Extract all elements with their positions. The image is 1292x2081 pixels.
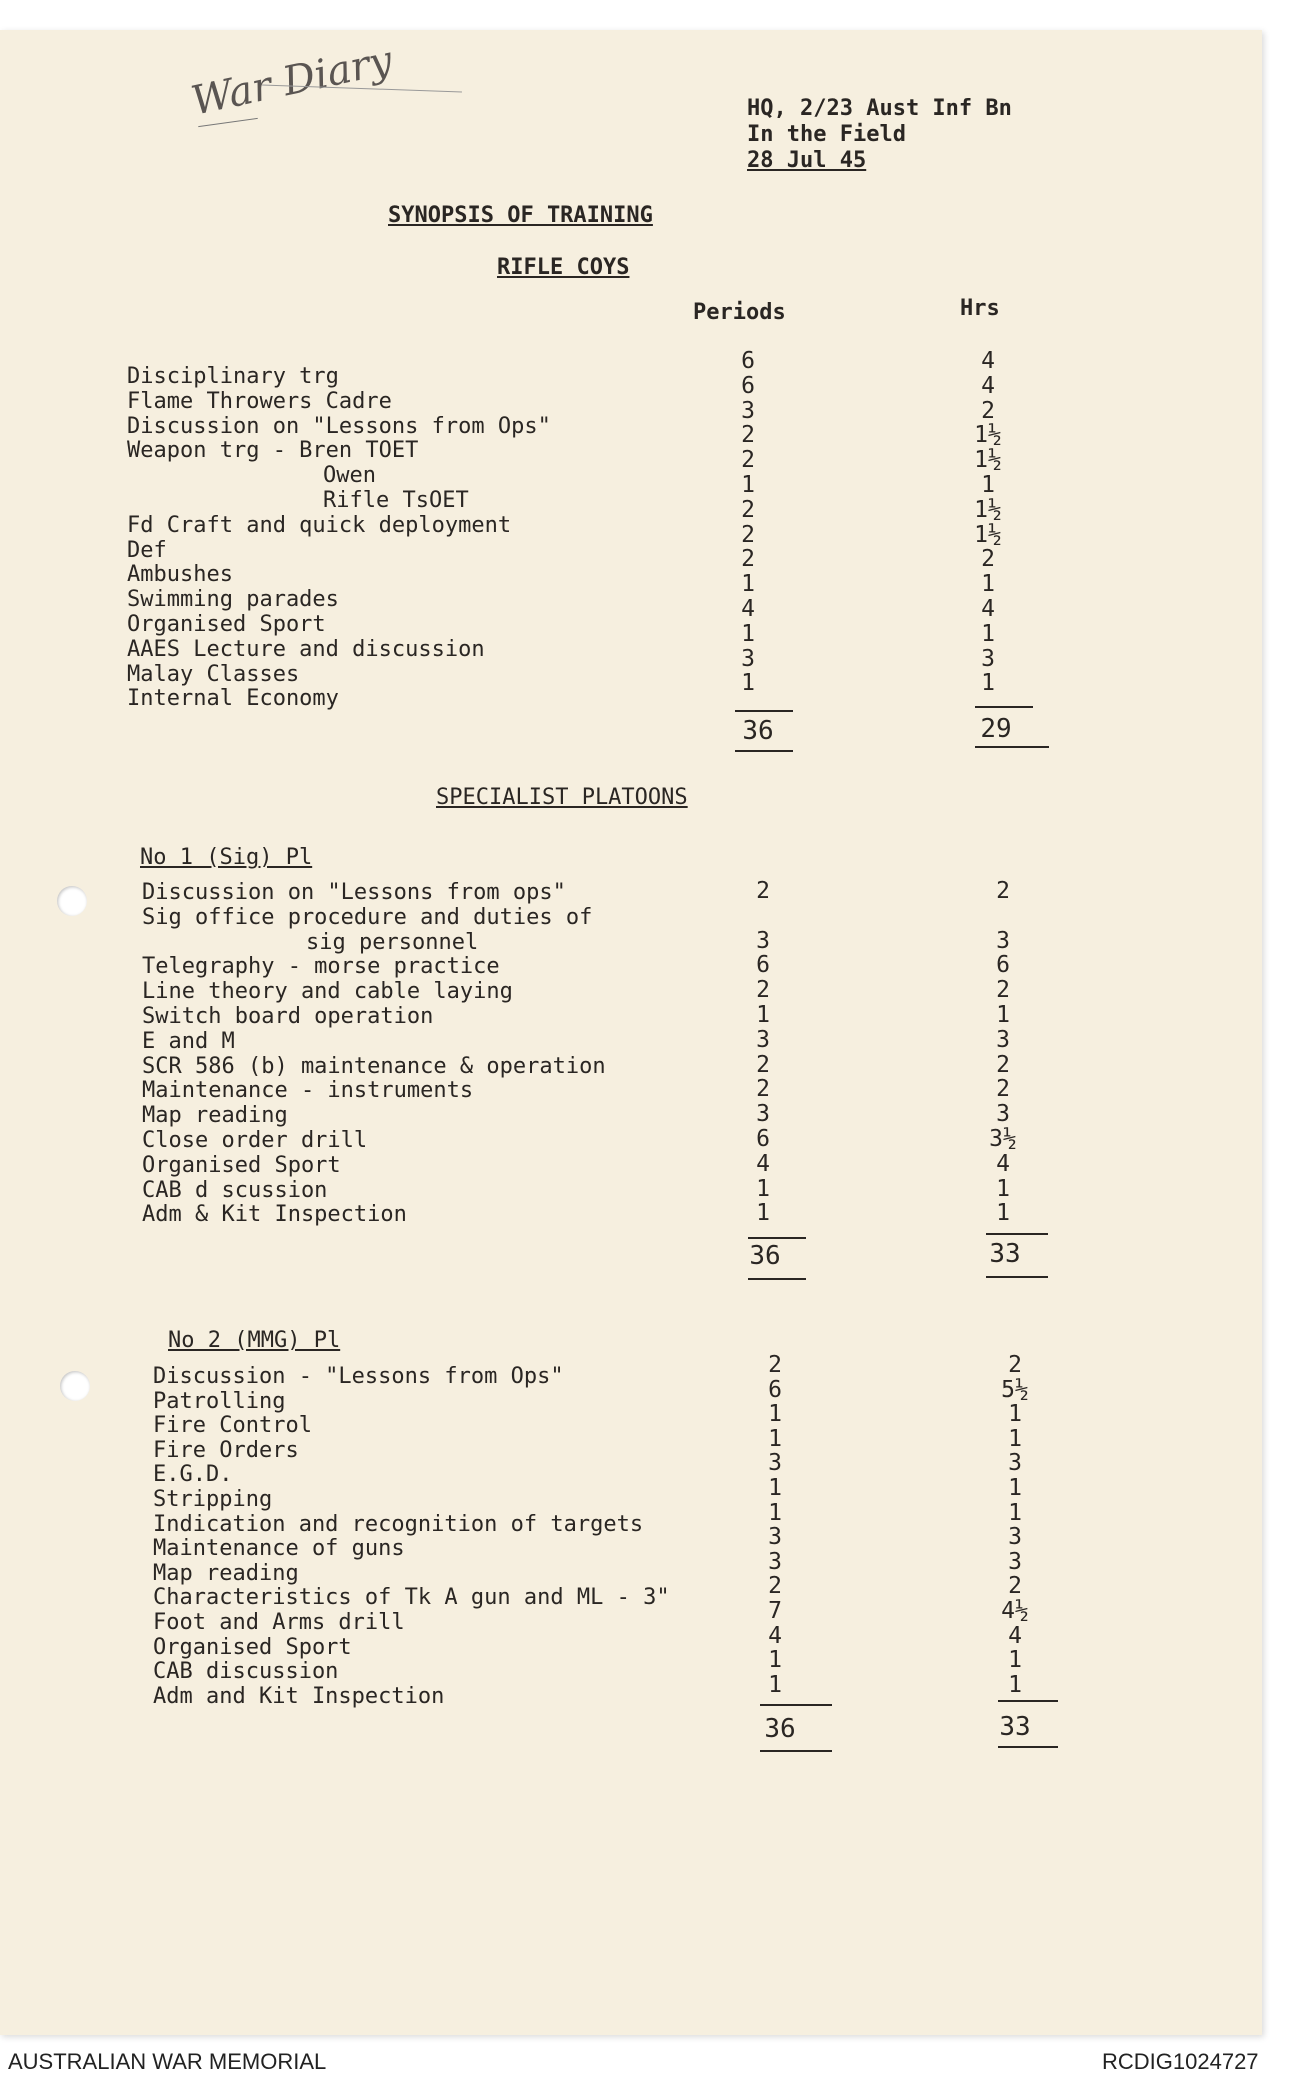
mmg-row-hrs: 1 [1008,1499,1022,1526]
sig-row-label: Discussion on "Lessons from ops" [142,880,566,905]
rifle-row-hrs: 2 [981,397,995,424]
sig-row-periods: 6 [756,952,770,979]
rifle-row-periods: 6 [741,372,755,399]
mmg-row-label: Stripping [153,1487,273,1512]
page-title: SYNOPSIS OF TRAINING [388,203,653,228]
mmg-row-label: CAB discussion [153,1659,339,1685]
mmg-hrs-rule [998,1700,1058,1702]
sig-periods-double-rule [748,1278,806,1280]
rifle-row-label: Swimming parades [127,587,339,613]
rifle-total-hrs: 29 [980,714,1012,744]
sig-row-label: SCR 586 (b) maintenance & operation [142,1053,606,1079]
mmg-row-label: Foot and Arms drill [153,1610,405,1635]
mmg-total-hrs: 33 [999,1712,1031,1742]
mmg-row-periods: 1 [768,1425,782,1452]
mmg-row-label: Fire Orders [153,1437,299,1463]
footer-archive-name: AUSTRALIAN WAR MEMORIAL [8,2049,327,2074]
rifle-periods-double-rule [735,750,793,752]
mmg-row-label: Indication and recognition of targets [153,1511,644,1537]
sig-row-label: Organised Sport [142,1152,341,1178]
mmg-row-hrs: 1 [1008,1671,1022,1698]
mmg-row-label: Fire Control [153,1413,312,1439]
mmg-row-label: Maintenance of guns [153,1536,405,1562]
mmg-row-hrs: 3 [1008,1524,1022,1551]
rifle-row-label: Def [127,537,167,563]
rifle-row-hrs: 1 [981,670,995,697]
mmg-row-hrs: 1 [1008,1647,1022,1674]
mmg-row-hrs: 1 [1008,1425,1022,1452]
mmg-row-label: Characteristics of Tk A gun and ML - 3" [153,1585,670,1611]
sig-row-periods: 2 [756,1051,770,1078]
rifle-row-hrs: 1½ [974,521,1002,548]
mmg-pl-heading: No 2 (MMG) Pl [168,1328,341,1353]
mmg-row-periods: 1 [768,1475,782,1501]
mmg-row-periods: 7 [768,1598,782,1624]
sig-row-periods: 3 [756,1101,770,1128]
sig-row-periods: 3 [756,1026,770,1053]
mmg-row-hrs: 1 [1008,1401,1022,1428]
mmg-total-periods: 36 [764,1714,796,1744]
mmg-row-hrs: 3 [1008,1548,1022,1575]
rifle-row-hrs: 1 [981,571,995,598]
sig-row-periods: 2 [756,977,770,1004]
sig-row-periods: 1 [756,1002,770,1028]
sig-row-label: Map reading [142,1103,288,1129]
mmg-row-label: E.G.D. [153,1462,233,1488]
rifle-hrs-rule [975,706,1033,708]
sig-hrs-rule [986,1233,1048,1235]
sig-row-label: E and M [142,1028,235,1054]
mmg-row-label: Map reading [153,1560,299,1586]
mmg-row-periods: 1 [768,1647,782,1674]
sig-row-label: Line theory and cable laying [142,979,513,1005]
sig-row-hrs: 3½ [989,1126,1017,1152]
sig-row-label: Close order drill [142,1128,368,1153]
rifle-row-label: Fd Craft and quick deployment [127,512,512,538]
mmg-periods-rule [760,1704,832,1706]
mmg-row-periods: 3 [768,1450,782,1477]
header-date: 28 Jul 45 [747,148,867,173]
sig-row-label: CAB d scussion [142,1177,328,1203]
sig-row-label: sig personnel [306,929,479,955]
rifle-row-periods: 3 [741,397,755,424]
mmg-row-periods: 4 [768,1622,782,1649]
rifle-row-periods: 1 [741,670,755,697]
sig-row-hrs: 4 [996,1150,1010,1177]
rifle-row-periods: 2 [741,546,755,573]
sig-periods-rule [748,1237,806,1239]
rifle-row-periods: 1 [741,571,755,598]
mmg-row-label: Patrolling [153,1388,286,1414]
punch-hole-top [57,886,87,916]
sig-row-label: Switch board operation [142,1004,434,1029]
sig-row-hrs: 3 [996,1026,1010,1053]
mmg-row-hrs: 5½ [1001,1376,1029,1403]
rifle-row-label: Flame Throwers Cadre [127,388,392,414]
sig-pl-heading: No 1 (Sig) Pl [140,845,313,870]
sig-row-hrs: 1 [996,1175,1010,1202]
handwritten-signature: War Diary [187,37,397,125]
rifle-row-hrs: 1 [981,620,995,647]
mmg-row-periods: 1 [768,1671,782,1698]
footer-record-id: RCDIG1024727 [1102,2049,1259,2074]
rifle-row-periods: 2 [741,447,755,474]
sig-total-periods: 36 [749,1241,781,1271]
specialist-platoons-heading: SPECIALIST PLATOONS [436,785,688,810]
rifle-row-label: AAES Lecture and discussion [127,636,485,662]
rifle-row-label: Rifle TsOET [323,488,469,513]
mmg-row-label: Organised Sport [153,1634,352,1660]
rifle-row-label: Owen [323,463,376,489]
rifle-row-hrs: 3 [981,645,995,672]
mmg-row-hrs: 3 [1008,1450,1022,1477]
mmg-row-hrs: 4½ [1001,1598,1029,1624]
rifle-row-periods: 1 [741,472,755,498]
sig-row-label: Adm & Kit Inspection [142,1202,407,1228]
rifle-row-hrs: 4 [981,348,995,374]
sig-total-hrs: 33 [989,1239,1021,1269]
header-unit: HQ, 2/23 Aust Inf Bn [747,96,1012,121]
rifle-row-periods: 1 [741,620,755,647]
rifle-row-hrs: 1½ [974,422,1002,449]
mmg-row-periods: 3 [768,1524,782,1551]
punch-hole-bottom [60,1371,90,1401]
rifle-row-label: Disciplinary trg [127,364,339,389]
rifle-row-label: Ambushes [127,562,233,588]
mmg-row-periods: 6 [768,1376,782,1403]
rifle-total-periods: 36 [742,716,774,746]
header-location: In the Field [747,122,906,147]
mmg-row-label: Discussion - "Lessons from Ops" [153,1364,564,1389]
rifle-row-hrs: 1 [981,472,995,498]
sig-row-periods: 1 [756,1175,770,1202]
rifle-row-label: Discussion on "Lessons from Ops" [127,413,551,439]
rifle-row-hrs: 4 [981,596,995,622]
mmg-row-hrs: 4 [1008,1622,1022,1649]
rifle-row-periods: 2 [741,422,755,449]
sig-row-periods: 1 [756,1200,770,1227]
sig-row-periods: 2 [756,1076,770,1103]
rifle-row-hrs: 2 [981,546,995,573]
rifle-row-periods: 6 [741,348,755,374]
rifle-row-periods: 3 [741,645,755,672]
sig-row-label: Sig office procedure and duties of [142,904,593,930]
rifle-row-periods: 4 [741,596,755,622]
mmg-periods-double-rule [760,1750,832,1752]
mmg-row-periods: 2 [768,1352,782,1378]
mmg-row-periods: 1 [768,1499,782,1526]
mmg-row-periods: 1 [768,1401,782,1428]
rifle-row-hrs: 1½ [974,496,1002,523]
sig-row-hrs: 6 [996,952,1010,979]
sig-row-hrs: 2 [996,878,1010,904]
sig-hrs-double-rule [986,1276,1048,1278]
rifle-row-periods: 2 [741,496,755,523]
sig-row-hrs: 3 [996,1101,1010,1128]
rifle-row-periods: 2 [741,521,755,548]
rifle-row-label: Organised Sport [127,612,326,637]
mmg-row-hrs: 2 [1008,1573,1022,1600]
col-periods-heading: Periods [693,300,786,325]
sig-row-hrs: 3 [996,927,1010,954]
sig-row-label: Maintenance - instruments [142,1078,474,1104]
rifle-hrs-double-rule [975,746,1049,748]
mmg-row-periods: 3 [768,1548,782,1575]
rifle-row-hrs: 1½ [974,447,1002,474]
col-hrs-heading: Hrs [960,296,1000,321]
sig-row-periods: 4 [756,1150,770,1177]
sig-row-periods: 2 [756,878,770,904]
sig-row-periods: 6 [756,1126,770,1152]
rifle-coys-heading: RIFLE COYS [497,255,630,280]
sig-row-hrs: 2 [996,1076,1010,1103]
sig-row-label: Telegraphy - morse practice [142,954,500,980]
rifle-periods-rule [735,710,793,712]
rifle-row-label: Malay Classes [127,661,300,687]
sig-row-hrs: 1 [996,1200,1010,1227]
mmg-row-label: Adm and Kit Inspection [153,1683,445,1709]
rifle-row-label: Weapon trg - Bren TOET [127,438,419,464]
sig-row-periods: 3 [756,927,770,954]
rifle-row-label: Internal Economy [127,686,339,712]
rifle-row-hrs: 4 [981,372,995,399]
sig-row-hrs: 2 [996,977,1010,1004]
sig-row-hrs: 2 [996,1051,1010,1078]
mmg-hrs-double-rule [998,1746,1058,1748]
mmg-row-periods: 2 [768,1573,782,1600]
sig-row-hrs: 1 [996,1002,1010,1028]
mmg-row-hrs: 1 [1008,1475,1022,1501]
mmg-row-hrs: 2 [1008,1352,1022,1378]
